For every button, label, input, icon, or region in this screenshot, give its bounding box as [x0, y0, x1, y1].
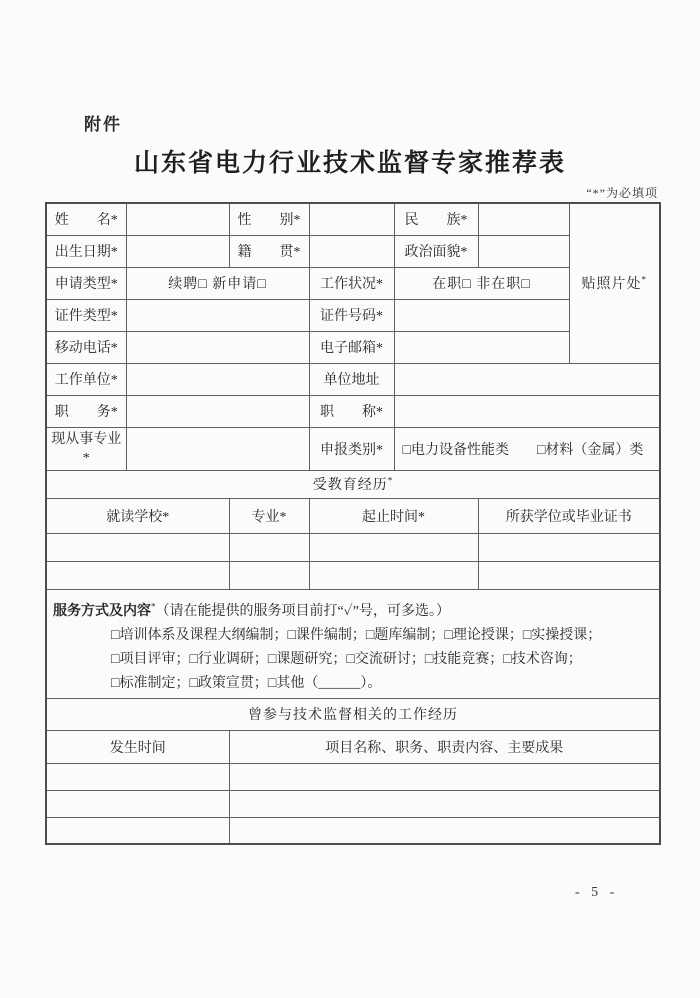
- experience-details-cell: [229, 763, 660, 790]
- label-ethnicity: 民 族*: [394, 203, 478, 235]
- experience-entry-row: [46, 763, 660, 790]
- photo-area: [569, 203, 660, 363]
- label-current-specialty: [46, 427, 126, 470]
- education-degree-cell: [478, 561, 660, 589]
- services-heading: [53, 599, 651, 624]
- declaration-category-checkboxes: □电力设备性能类 □材料（金属）类: [394, 427, 660, 470]
- value-current-specialty: [126, 427, 309, 470]
- page-number: - 5 -: [575, 885, 619, 900]
- label-mobile: 移动电话*: [46, 331, 126, 363]
- experience-time-cell: [46, 790, 229, 817]
- education-col-degree: 所获学位或毕业证书: [478, 498, 660, 533]
- value-employer: [126, 363, 309, 395]
- label-id-number: 证件号码*: [309, 299, 394, 331]
- education-school-cell: [46, 533, 229, 561]
- experience-entry-row: [46, 817, 660, 844]
- row-employer-address: [46, 363, 660, 395]
- row-id-type-number: [46, 299, 660, 331]
- row-name-gender-ethnicity: [46, 203, 660, 235]
- label-current-specialty-text: 现从事专业: [51, 431, 122, 447]
- experience-col-time: 发生时间: [46, 730, 229, 763]
- label-current-specialty-asterisk: *: [82, 450, 90, 466]
- education-school-cell: [46, 561, 229, 589]
- services-instruction: （请在能提供的服务项目前打“✓”号，可多选。）: [155, 603, 450, 619]
- value-id-type: [126, 299, 309, 331]
- services-section: [46, 589, 660, 698]
- education-header-text: 受教育经历: [312, 478, 388, 493]
- education-entry-row: [46, 533, 660, 561]
- education-period-cell: [309, 533, 478, 561]
- education-major-cell: [229, 561, 309, 589]
- label-employer-address: 单位地址: [309, 363, 394, 395]
- education-col-major: 专业*: [229, 498, 309, 533]
- attachment-label: 附件: [84, 115, 122, 134]
- education-col-school: 就读学校*: [46, 498, 229, 533]
- label-id-type: 证件类型*: [46, 299, 126, 331]
- education-col-period: 起止时间*: [309, 498, 478, 533]
- row-mobile-email: [46, 331, 660, 363]
- value-position: [126, 395, 309, 427]
- experience-entry-row: [46, 790, 660, 817]
- label-name: 姓 名*: [46, 203, 126, 235]
- label-native-place: 籍 贯*: [229, 235, 309, 267]
- value-id-number: [394, 299, 569, 331]
- value-birth-date: [126, 235, 229, 267]
- row-specialty-category: [46, 427, 660, 470]
- label-application-type: 申请类型*: [46, 267, 126, 299]
- value-job-title: [394, 395, 660, 427]
- row-application-type-work-status: [46, 267, 660, 299]
- label-employer: 工作单位*: [46, 363, 126, 395]
- services-checkbox-line: □项目评审；□行业调研；□课题研究；□交流研讨；□技能竞赛；□技术咨询；: [111, 651, 582, 667]
- label-work-status: 工作状况*: [309, 267, 394, 299]
- application-type-checkboxes: 续聘□ 新申请□: [126, 267, 309, 299]
- row-education-header: [46, 470, 660, 498]
- value-name: [126, 203, 229, 235]
- education-required-asterisk: *: [387, 475, 394, 486]
- education-section-header: [46, 470, 660, 498]
- services-checkbox-line: □标准制定；□政策宣贯；□其他（______）。: [111, 675, 382, 691]
- required-fields-note: “*”为必填项: [586, 186, 658, 200]
- label-job-title: 职 称*: [309, 395, 394, 427]
- label-birth-date: 出生日期*: [46, 235, 126, 267]
- label-political-status: 政治面貌*: [394, 235, 478, 267]
- value-political-status: [478, 235, 569, 267]
- row-experience-columns: [46, 730, 660, 763]
- value-ethnicity: [478, 203, 569, 235]
- value-native-place: [309, 235, 394, 267]
- label-position: 职 务*: [46, 395, 126, 427]
- row-birth-nativeplace-political: [46, 235, 660, 267]
- label-gender: 性 别*: [229, 203, 309, 235]
- experience-details-cell: [229, 790, 660, 817]
- row-services: [46, 589, 660, 698]
- education-major-cell: [229, 533, 309, 561]
- row-education-columns: [46, 498, 660, 533]
- row-experience-header: [46, 698, 660, 730]
- education-period-cell: [309, 561, 478, 589]
- page-title: 山东省电力行业技术监督专家推荐表: [133, 150, 566, 177]
- value-mobile: [126, 331, 309, 363]
- label-declaration-category: 申报类别*: [309, 427, 394, 470]
- services-checkbox-line: □培训体系及课程大纲编制；□课件编制；□题库编制；□理论授课；□实操授课；: [111, 627, 602, 643]
- work-status-checkboxes: 在职□ 非在职□: [394, 267, 569, 299]
- experience-details-cell: [229, 817, 660, 844]
- photo-label: 贴照片处: [581, 277, 642, 293]
- experience-section-header: 曾参与技术监督相关的工作经历: [46, 698, 660, 730]
- education-entry-row: [46, 561, 660, 589]
- experience-time-cell: [46, 817, 229, 844]
- row-position-title: [46, 395, 660, 427]
- services-label: 服务方式及内容: [53, 603, 151, 619]
- value-email: [394, 331, 569, 363]
- photo-required-asterisk: *: [641, 274, 647, 285]
- value-employer-address: [394, 363, 660, 395]
- expert-recommendation-form: [45, 202, 661, 845]
- experience-col-details: 项目名称、职务、职责内容、主要成果: [229, 730, 660, 763]
- services-required-asterisk: *: [151, 600, 156, 611]
- label-email: 电子邮箱*: [309, 331, 394, 363]
- education-degree-cell: [478, 533, 660, 561]
- experience-time-cell: [46, 763, 229, 790]
- value-gender: [309, 203, 394, 235]
